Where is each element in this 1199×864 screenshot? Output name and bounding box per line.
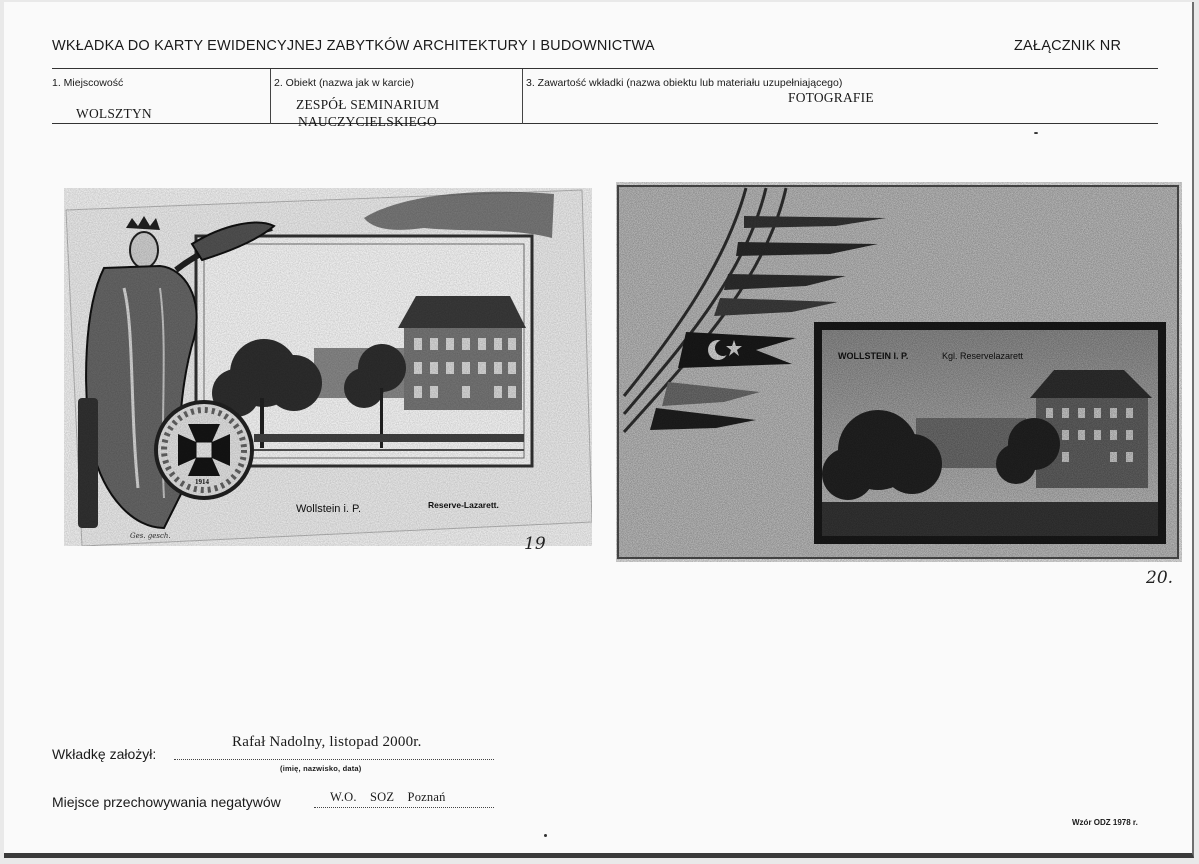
photo-postcard-flags [616,182,1182,562]
place-label: 1. Miejscowość [52,77,124,89]
negatives-dotted-line [314,807,494,808]
object-label: 2. Obiekt (nazwa jak w karcie) [274,77,415,89]
founder-label: Wkładkę założył: [52,746,157,762]
negatives-value: W.O. SOZ Poznań [330,790,446,804]
contents-value: FOTOGRAFIE [788,90,874,105]
negatives-label: Miejsce przechowywania negatywów [52,794,281,810]
place-value: WOLSZTYN [76,106,152,121]
fields-rule [52,123,1158,124]
form-number: Wzór ODZ 1978 r. [1072,818,1138,827]
founder-dotted-line [174,759,494,760]
record-sheet [4,2,1194,858]
annex-label: ZAŁĄCZNIK NR [1014,38,1122,54]
object-value-line1: ZESPÓŁ SEMINARIUM [296,97,440,112]
contents-label: 3. Zawartość wkładki (nazwa obiektu lub materiału uzupełniającego) [526,77,843,89]
founder-value: Rafał Nadolny, listopad 2000r. [232,734,422,750]
photo-postcard-germania [64,188,592,546]
header-rule [52,68,1158,69]
object-value-line2: NAUCZYCIELSKIEGO [298,114,437,129]
field-divider-2 [522,69,523,124]
photo-number-20: 20. [1146,568,1174,588]
form-title: WKŁADKA DO KARTY EWIDENCYJNEJ ZABYTKÓW ARCHITEKTURY I BUDOWNICTWA [52,38,655,54]
founder-hint: (imię, nazwisko, data) [280,764,362,773]
field-divider-1 [270,69,271,124]
photo-number-19: 19 [524,534,546,554]
